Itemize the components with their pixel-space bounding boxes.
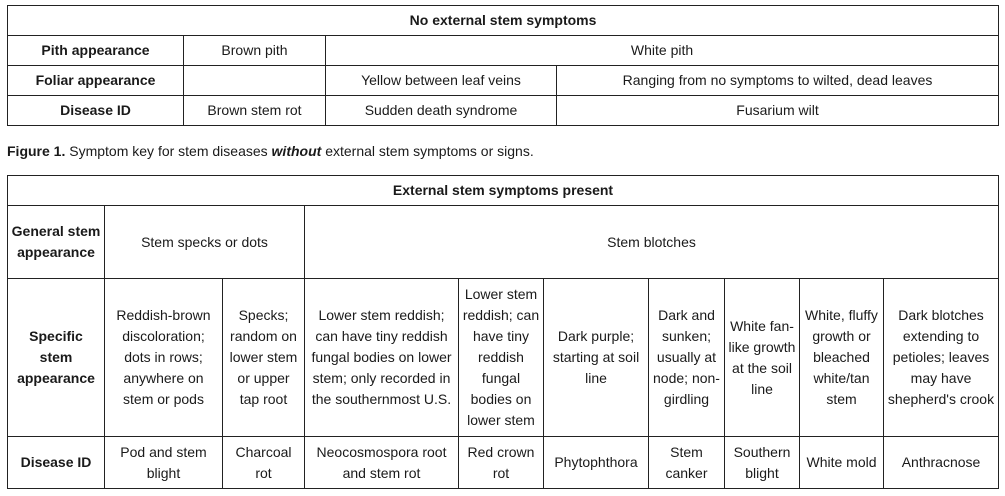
table2-title: External stem symptoms present xyxy=(8,176,999,206)
table1-title-row xyxy=(8,6,999,36)
specific-cell-white-mold: White, fluffy growth or bleached white/tan stem xyxy=(800,279,884,437)
external-symptoms-table xyxy=(7,175,999,489)
table2-disease-header: Disease ID xyxy=(8,437,105,489)
brown-stem-rot-cell: Brown stem rot xyxy=(184,96,326,126)
foliar-appearance-header: Foliar appearance xyxy=(8,66,184,96)
foliar-empty-cell xyxy=(184,66,326,96)
disease-red-crown-rot: Red crown rot xyxy=(459,437,544,489)
disease-southern-blight: Southern blight xyxy=(725,437,800,489)
table2-disease-row xyxy=(8,437,999,489)
pith-appearance-row xyxy=(8,36,999,66)
specific-cell-stem-canker: Dark and sunken; usually at node; non-girdling xyxy=(649,279,725,437)
disease-stem-canker: Stem canker xyxy=(649,437,725,489)
disease-phytophthora: Phytophthora xyxy=(544,437,649,489)
disease-charcoal-rot: Charcoal rot xyxy=(223,437,305,489)
specific-cell-pod-stem-blight: Reddish-brown discoloration; dots in rows; anywhere on stem or pods xyxy=(105,279,223,437)
caption-emphasis: without xyxy=(271,143,322,159)
pith-appearance-header: Pith appearance xyxy=(8,36,184,66)
wilted-leaves-cell: Ranging from no symptoms to wilted, dead leaves xyxy=(557,66,999,96)
general-appearance-row xyxy=(8,206,999,279)
foliar-appearance-row xyxy=(8,66,999,96)
no-external-symptoms-table xyxy=(7,5,999,126)
sudden-death-syndrome-cell: Sudden death syndrome xyxy=(326,96,557,126)
stem-blotches-cell: Stem blotches xyxy=(305,206,999,279)
table1-title: No external stem symptoms xyxy=(8,6,999,36)
specific-cell-anthracnose: Dark blotches extending to petioles; leaves may have shepherd's crook xyxy=(884,279,999,437)
disease-white-mold: White mold xyxy=(800,437,884,489)
figure-label: Figure 1. xyxy=(7,143,66,159)
yellow-leaf-veins-cell: Yellow between leaf veins xyxy=(326,66,557,96)
figure-caption xyxy=(7,142,534,160)
specific-cell-red-crown-rot: Lower stem reddish; can have tiny reddish fungal bodies on lower stem xyxy=(459,279,544,437)
white-pith-cell: White pith xyxy=(326,36,999,66)
caption-text-before: Symptom key for stem diseases xyxy=(65,143,272,159)
specific-cell-southern-blight: White fan-like growth at the soil line xyxy=(725,279,800,437)
specific-cell-phytophthora: Dark purple; starting at soil line xyxy=(544,279,649,437)
disease-anthracnose: Anthracnose xyxy=(884,437,999,489)
disease-neocosmospora: Neocosmospora root and stem rot xyxy=(305,437,459,489)
specific-appearance-header: Specific stem appearance xyxy=(8,279,105,437)
fusarium-wilt-cell: Fusarium wilt xyxy=(557,96,999,126)
specific-cell-neocosmospora: Lower stem reddish; can have tiny reddish fungal bodies on lower stem; only recorded in the southernmost U.S. xyxy=(305,279,459,437)
disease-pod-stem-blight: Pod and stem blight xyxy=(105,437,223,489)
general-appearance-header: General stem appearance xyxy=(8,206,105,279)
table1-disease-row xyxy=(8,96,999,126)
caption-text-after: external stem symptoms or signs. xyxy=(321,143,534,159)
specific-cell-charcoal-rot: Specks; random on lower stem or upper tap root xyxy=(223,279,305,437)
specific-appearance-row xyxy=(8,279,999,437)
table1-disease-header: Disease ID xyxy=(8,96,184,126)
stem-specks-cell: Stem specks or dots xyxy=(105,206,305,279)
brown-pith-cell: Brown pith xyxy=(184,36,326,66)
table2-title-row xyxy=(8,176,999,206)
